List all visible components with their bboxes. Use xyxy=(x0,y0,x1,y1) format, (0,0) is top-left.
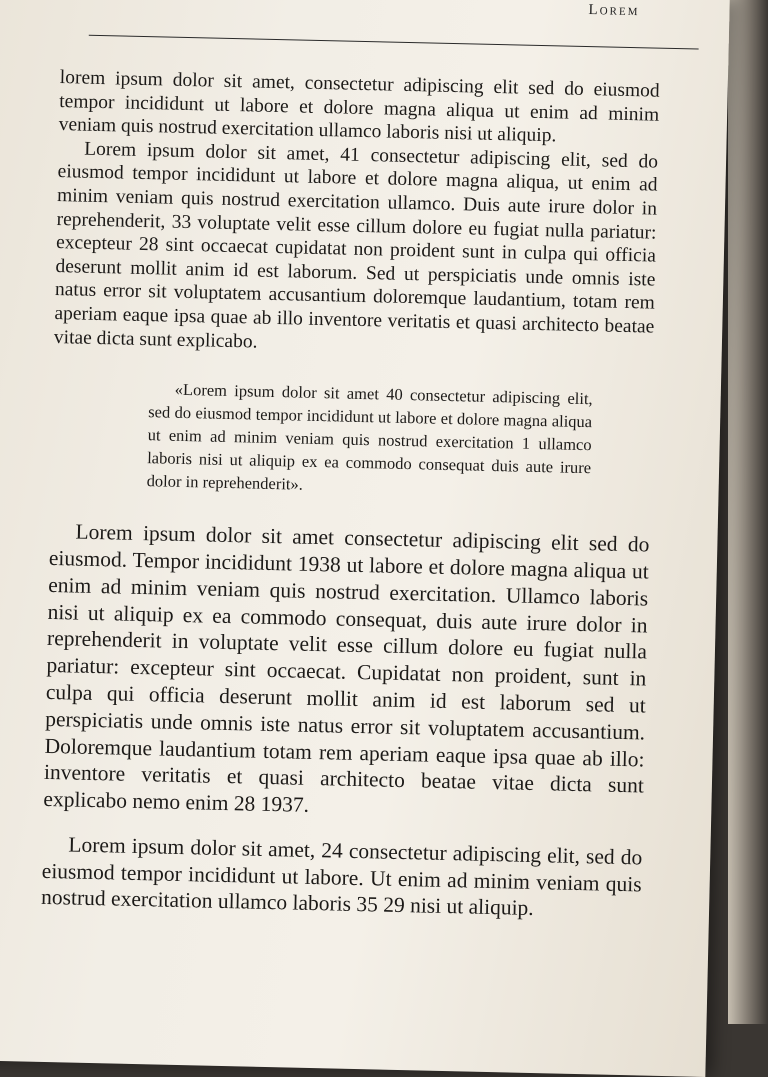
paragraph-section-a: Lorem ipsum dolor sit amet, 41 consectetur adipiscing elit, sed do eiusmod tempor incididunt ut labore et dolore magna aliqua, ut enim ad minim veniam quis nostrud exercitation ullamco. Duis aute irure dolor in reprehenderit, 33 voluptate velit esse cillum dolore eu fugiat nulla pariatur: excepteur 28 sint occaecat cupidatat non proident sunt in culpa qui officia deserunt mollit anim id est laborum. Sed ut perspiciatis unde omnis iste natus error sit voluptatem accusantium doloremque laudantium, totam rem aperiam eaque ipsa quae ab illo inventore veritatis et quasi architecto beatae vitae dicta sunt explicabo. xyxy=(53,138,659,353)
paragraph-continuation: lorem ipsum dolor sit amet, consectetur adipiscing elit sed do eiusmod tempor incididunt ut labore et dolore magna aliqua ut enim ad minim veniam quis nostrud exercitation ullamco laboris nisi ut aliquip. xyxy=(58,67,660,147)
block-quote: «Lorem ipsum dolor sit amet 40 consectetur adipiscing elit, sed do eiusmod tempor incididunt ut labore et dolore magna aliqua ut enim ad minim veniam quis nostrud exercitation 1 ullamco laboris nisi ut aliquip ex ea commodo consequat duis aute irure dolor in reprehenderit». xyxy=(146,379,593,494)
header-rule xyxy=(89,35,699,50)
running-head: Lorem xyxy=(588,2,640,20)
paragraph-section-b: Lorem ipsum dolor sit amet consectetur adipiscing elit sed do eiusmod. Tempor incididunt 1938 ut labore et dolore magna aliqua ut enim ad minim veniam quis nostrud exercitation. Ullamco laboris nisi ut aliquip ex ea commodo consequat, duis aute irure dolor in reprehenderit in voluptate velit esse cillum dolore eu fugiat nulla pariatur: excepteur sint occaecat. Cupidatat non proident, sunt in culpa qui officia deserunt mollit anim id est laborum sed ut perspiciatis unde omnis iste natus error sit voluptatem accusantium. Doloremque laudantium totam rem aperiam eaque ipsa quae ab illo: inventore veritatis et quasi architecto beatae vitae dicta sunt explicabo nemo enim 28 1937. xyxy=(43,519,650,817)
page-body xyxy=(41,66,660,925)
book-spine-shadow xyxy=(728,0,768,1024)
paragraph-section-c: Lorem ipsum dolor sit amet, 24 consectetur adipiscing elit, sed do eiusmod tempor incididunt ut labore. Ut enim ad minim veniam quis nostrud exercitation ullamco laboris 35 29 nisi ut aliquip. xyxy=(40,832,643,921)
page-header xyxy=(88,0,710,75)
